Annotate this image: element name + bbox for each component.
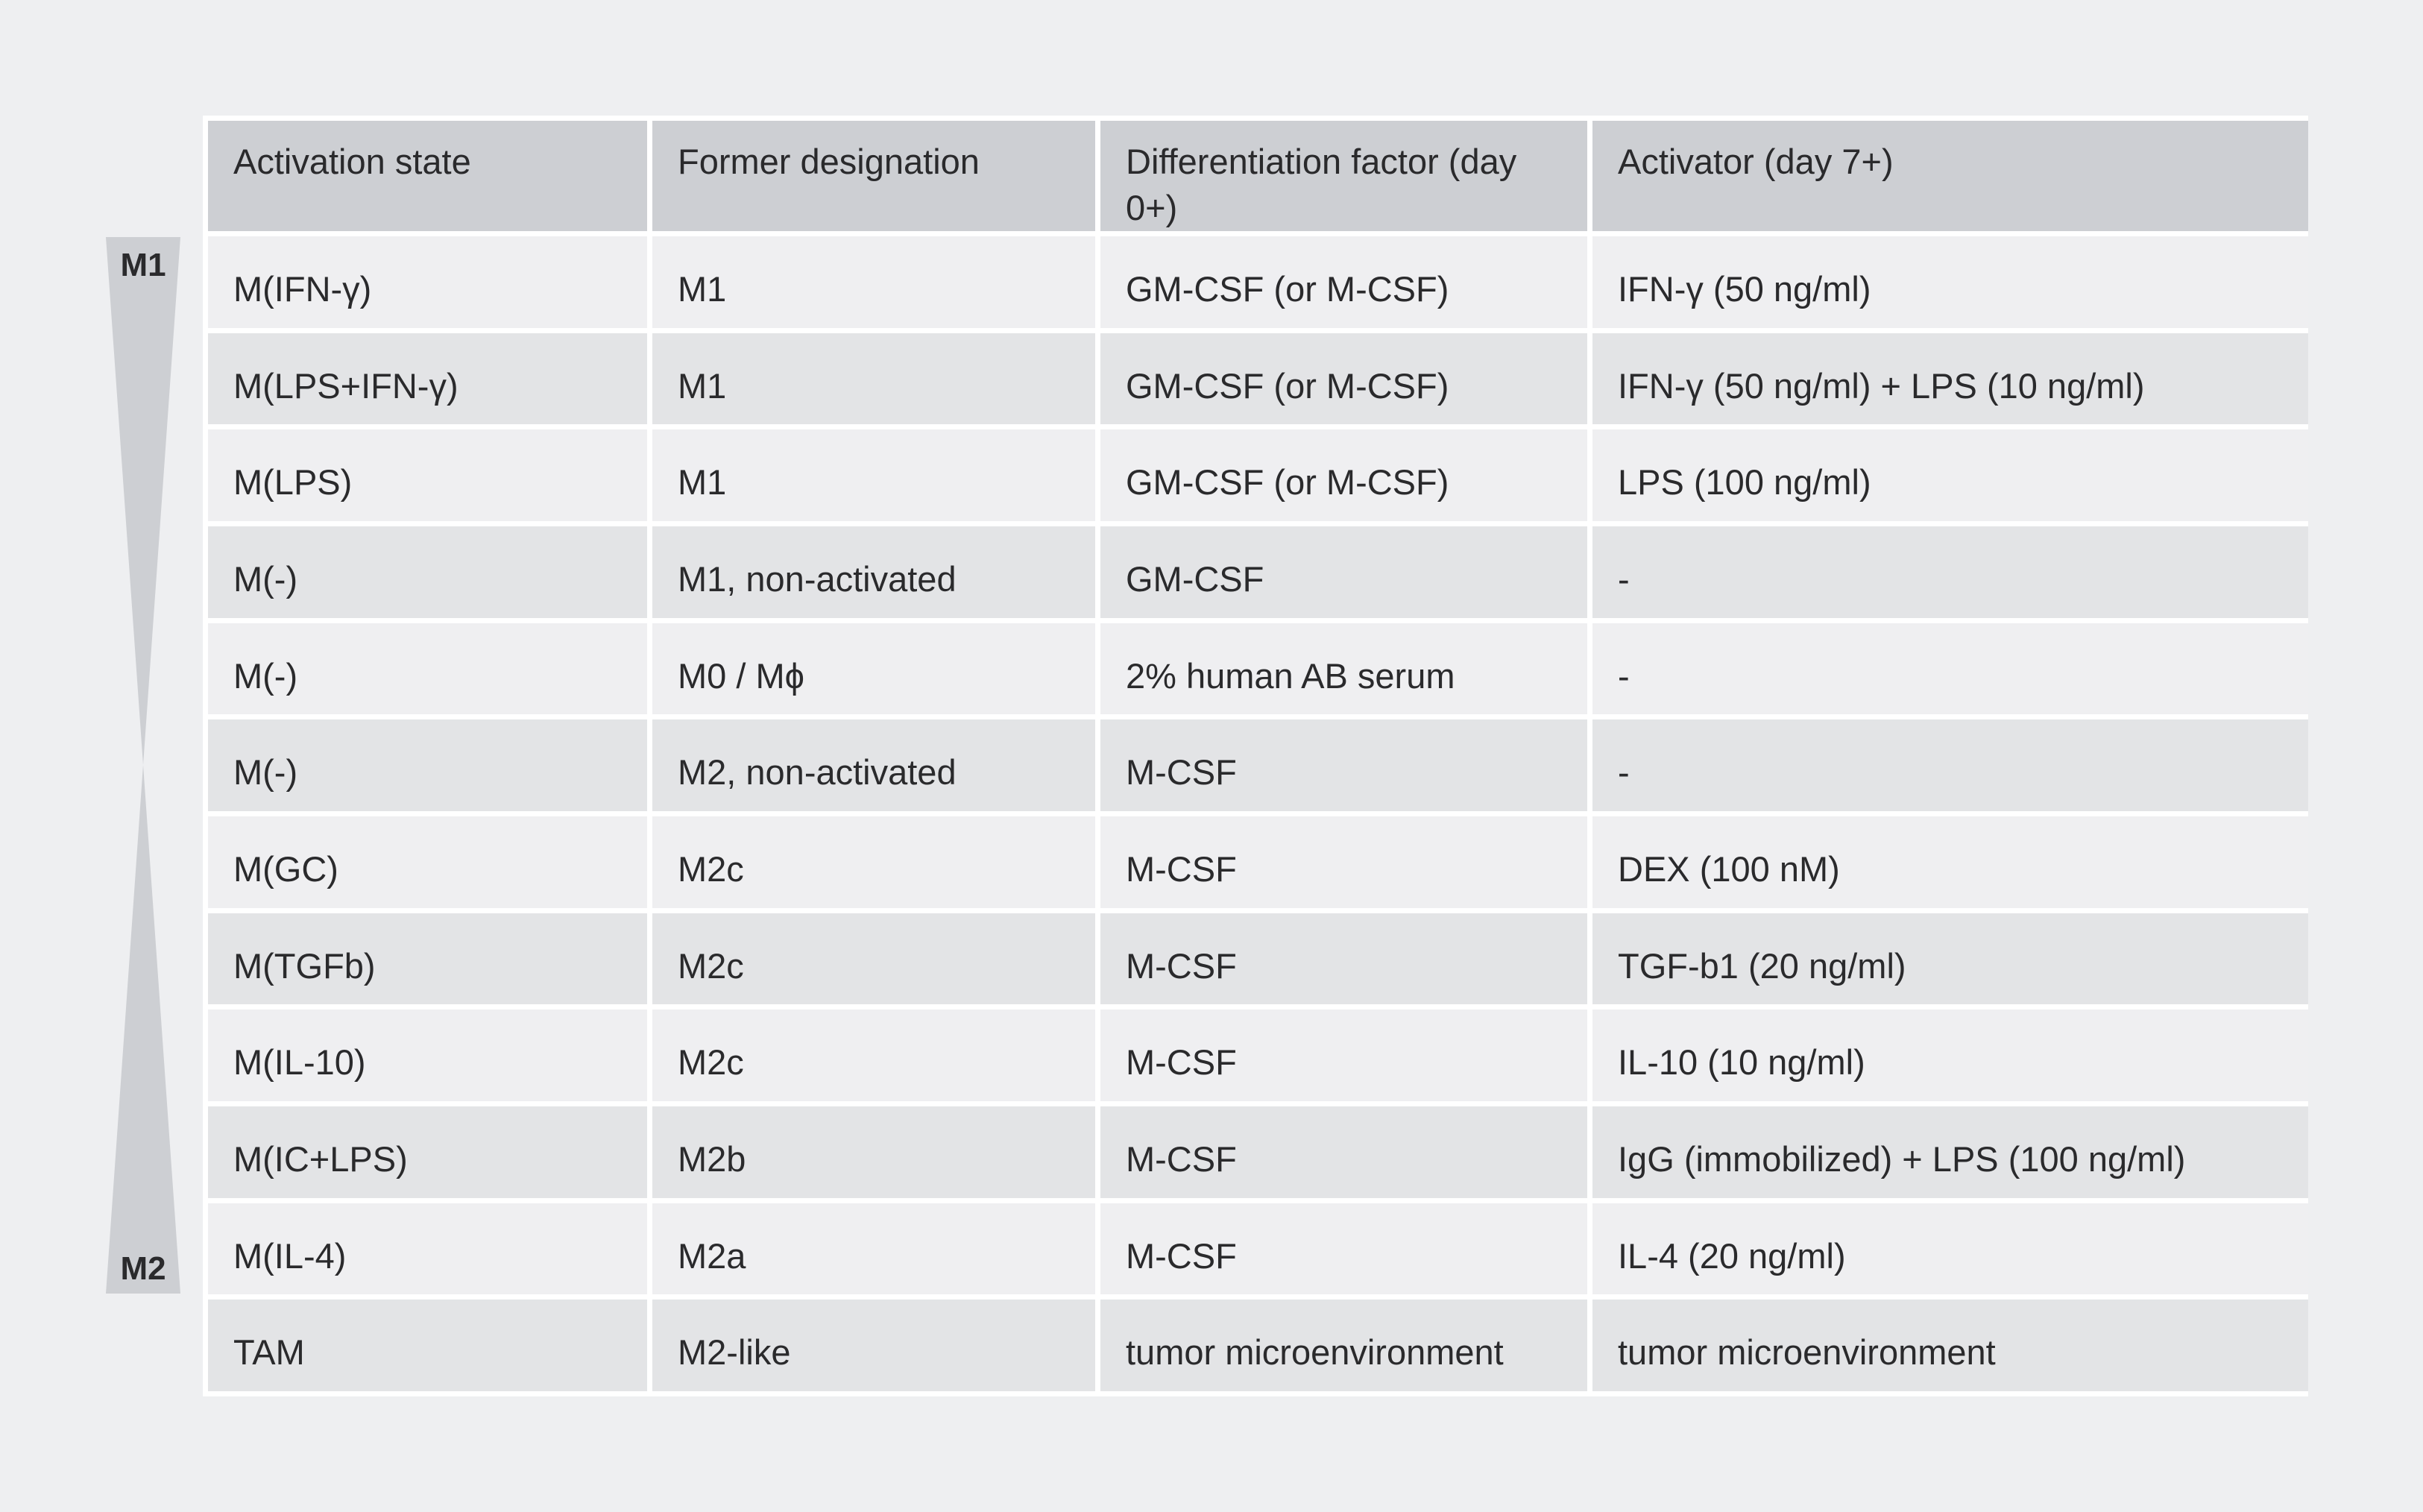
cell-differentiation-factor: M-CSF xyxy=(1100,816,1587,908)
table-header-row xyxy=(208,121,2308,231)
cell-activator: IL-10 (10 ng/ml) xyxy=(1592,1009,2308,1101)
cell-former-designation: M1 xyxy=(652,333,1095,425)
m2-wedge xyxy=(106,765,180,1294)
table-body xyxy=(208,236,2308,1391)
cell-former-designation: M2-like xyxy=(652,1300,1095,1391)
hourglass-scale-shape xyxy=(106,237,180,1294)
cell-activation-state: M(-) xyxy=(208,526,647,618)
cell-differentiation-factor: GM-CSF (or M-CSF) xyxy=(1100,236,1587,328)
macrophage-activation-table xyxy=(203,116,2308,1396)
table-row xyxy=(208,623,2308,715)
cell-activator: tumor microenvironment xyxy=(1592,1300,2308,1391)
cell-former-designation: M1, non-activated xyxy=(652,526,1095,618)
scale-label-m1: M1 xyxy=(120,247,166,283)
header-former-designation: Former designation xyxy=(652,121,1095,231)
cell-activator: TGF-b1 (20 ng/ml) xyxy=(1592,913,2308,1005)
cell-differentiation-factor: M-CSF xyxy=(1100,719,1587,811)
scale-label-m2: M2 xyxy=(120,1250,166,1287)
cell-activation-state: TAM xyxy=(208,1300,647,1391)
activation-scale xyxy=(106,237,180,1294)
cell-activation-state: M(-) xyxy=(208,719,647,811)
m1-wedge xyxy=(106,237,180,765)
table-row xyxy=(208,1300,2308,1391)
cell-activator: LPS (100 ng/ml) xyxy=(1592,429,2308,521)
cell-activator: - xyxy=(1592,526,2308,618)
cell-activation-state: M(IFN-γ) xyxy=(208,236,647,328)
cell-former-designation: M2c xyxy=(652,913,1095,1005)
table-row xyxy=(208,333,2308,425)
cell-former-designation: M1 xyxy=(652,236,1095,328)
cell-activation-state: M(LPS+IFN-γ) xyxy=(208,333,647,425)
cell-activator: IgG (immobilized) + LPS (100 ng/ml) xyxy=(1592,1106,2308,1198)
cell-activator: IFN-γ (50 ng/ml) xyxy=(1592,236,2308,328)
cell-activator: - xyxy=(1592,623,2308,715)
cell-differentiation-factor: M-CSF xyxy=(1100,913,1587,1005)
cell-former-designation: M2, non-activated xyxy=(652,719,1095,811)
cell-activation-state: M(TGFb) xyxy=(208,913,647,1005)
cell-former-designation: M2c xyxy=(652,1009,1095,1101)
cell-differentiation-factor: GM-CSF xyxy=(1100,526,1587,618)
cell-activation-state: M(IL-4) xyxy=(208,1203,647,1295)
cell-activator: - xyxy=(1592,719,2308,811)
cell-differentiation-factor: GM-CSF (or M-CSF) xyxy=(1100,429,1587,521)
cell-former-designation: M2a xyxy=(652,1203,1095,1295)
table-row xyxy=(208,236,2308,328)
cell-activator: IL-4 (20 ng/ml) xyxy=(1592,1203,2308,1295)
cell-differentiation-factor: tumor microenvironment xyxy=(1100,1300,1587,1391)
cell-former-designation: M2b xyxy=(652,1106,1095,1198)
cell-differentiation-factor: M-CSF xyxy=(1100,1203,1587,1295)
cell-activation-state: M(IC+LPS) xyxy=(208,1106,647,1198)
header-activator: Activator (day 7+) xyxy=(1592,121,2308,231)
cell-activator: IFN-γ (50 ng/ml) + LPS (10 ng/ml) xyxy=(1592,333,2308,425)
cell-activation-state: M(GC) xyxy=(208,816,647,908)
table-row xyxy=(208,1106,2308,1198)
cell-former-designation: M2c xyxy=(652,816,1095,908)
cell-differentiation-factor: M-CSF xyxy=(1100,1106,1587,1198)
cell-former-designation: M1 xyxy=(652,429,1095,521)
table-row xyxy=(208,719,2308,811)
cell-differentiation-factor: 2% human AB serum xyxy=(1100,623,1587,715)
cell-differentiation-factor: M-CSF xyxy=(1100,1009,1587,1101)
table-row xyxy=(208,526,2308,618)
header-differentiation-factor: Differentiation factor (day 0+) xyxy=(1100,121,1587,231)
cell-former-designation: M0 / Mϕ xyxy=(652,623,1095,715)
cell-activation-state: M(IL-10) xyxy=(208,1009,647,1101)
table-row xyxy=(208,1009,2308,1101)
cell-activation-state: M(LPS) xyxy=(208,429,647,521)
table-row xyxy=(208,913,2308,1005)
table-row xyxy=(208,1203,2308,1295)
cell-activation-state: M(-) xyxy=(208,623,647,715)
data-table xyxy=(203,116,2313,1396)
table-row xyxy=(208,816,2308,908)
cell-activator: DEX (100 nM) xyxy=(1592,816,2308,908)
header-activation-state: Activation state xyxy=(208,121,647,231)
cell-differentiation-factor: GM-CSF (or M-CSF) xyxy=(1100,333,1587,425)
table-row xyxy=(208,429,2308,521)
